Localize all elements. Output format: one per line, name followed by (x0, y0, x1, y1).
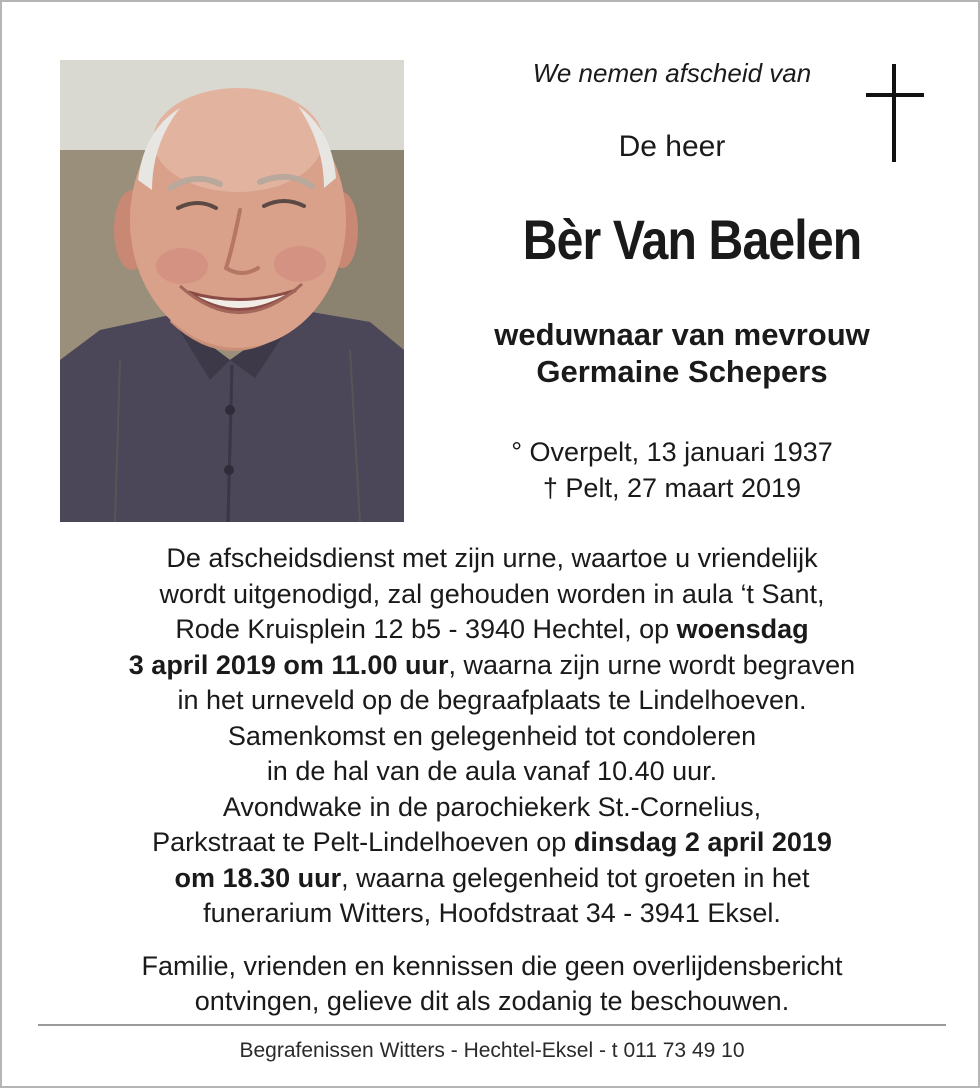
ceremony-line: De afscheidsdienst met zijn urne, waartoe u vriendelijk (166, 543, 818, 573)
portrait-photo (60, 60, 404, 522)
widower-of (432, 316, 932, 390)
ceremony-line: wordt uitgenodigd, zal gehouden worden in aula ‘t Sant, (159, 578, 825, 609)
funeral-home-footer: Begrafenissen Witters - Hechtel-Eksel - t 011 73 49 10 (239, 1039, 745, 1062)
ceremony-line (22, 648, 962, 684)
death-date: † Pelt, 27 maart 2019 (542, 473, 802, 503)
deceased-name: Bèr Van Baelen (522, 208, 862, 271)
ceremony-details (22, 541, 962, 932)
ceremony-line (22, 861, 962, 897)
ceremony-line: in de hal van de aula vanaf 10.40 uur. (266, 756, 718, 786)
notice-line-1: Familie, vrienden en kennissen die geen overlijdensbericht (141, 951, 843, 981)
ceremony-line: funerarium Witters, Hoofdstraat 34 - 3941 Eksel. (203, 898, 781, 928)
salutation: De heer (618, 130, 726, 163)
ceremony-line (22, 612, 962, 648)
notice-line-2: ontvingen, gelieve dit als zodanig te beschouwen. (194, 986, 790, 1016)
widower-line-1: weduwnaar van mevrouw (494, 317, 870, 352)
wake-time: om 18.30 uur (174, 862, 342, 893)
ceremony-line: in het urneveld op de begraafplaats te Lindelhoeven. (177, 685, 807, 715)
ceremony-text: Rode Kruisplein 12 b5 - 3940 Hechtel, op (175, 614, 677, 644)
ceremony-text: , waarna zijn urne wordt begraven (448, 649, 856, 680)
intro-text: We nemen afscheid van (532, 58, 812, 88)
ceremony-text: Parkstraat te Pelt-Lindelhoeven op (152, 827, 574, 857)
ceremony-day: woensdag (676, 614, 809, 644)
family-notice (22, 949, 962, 1019)
ceremony-line: Samenkomst en gelegenheid tot condoleren (227, 720, 757, 751)
life-dates (442, 434, 902, 506)
ceremony-line: Avondwake in de parochiekerk St.-Cornelius, (222, 791, 762, 822)
birth-date: ° Overpelt, 13 januari 1937 (511, 437, 833, 467)
ceremony-datetime: 3 april 2019 om 11.00 uur (128, 649, 449, 680)
ceremony-line (22, 825, 962, 861)
widower-line-2: Germaine Schepers (536, 354, 828, 389)
wake-date: dinsdag 2 april 2019 (573, 827, 832, 857)
footer-divider (38, 1024, 946, 1026)
ceremony-text: , waarna gelegenheid tot groeten in het (341, 862, 810, 893)
